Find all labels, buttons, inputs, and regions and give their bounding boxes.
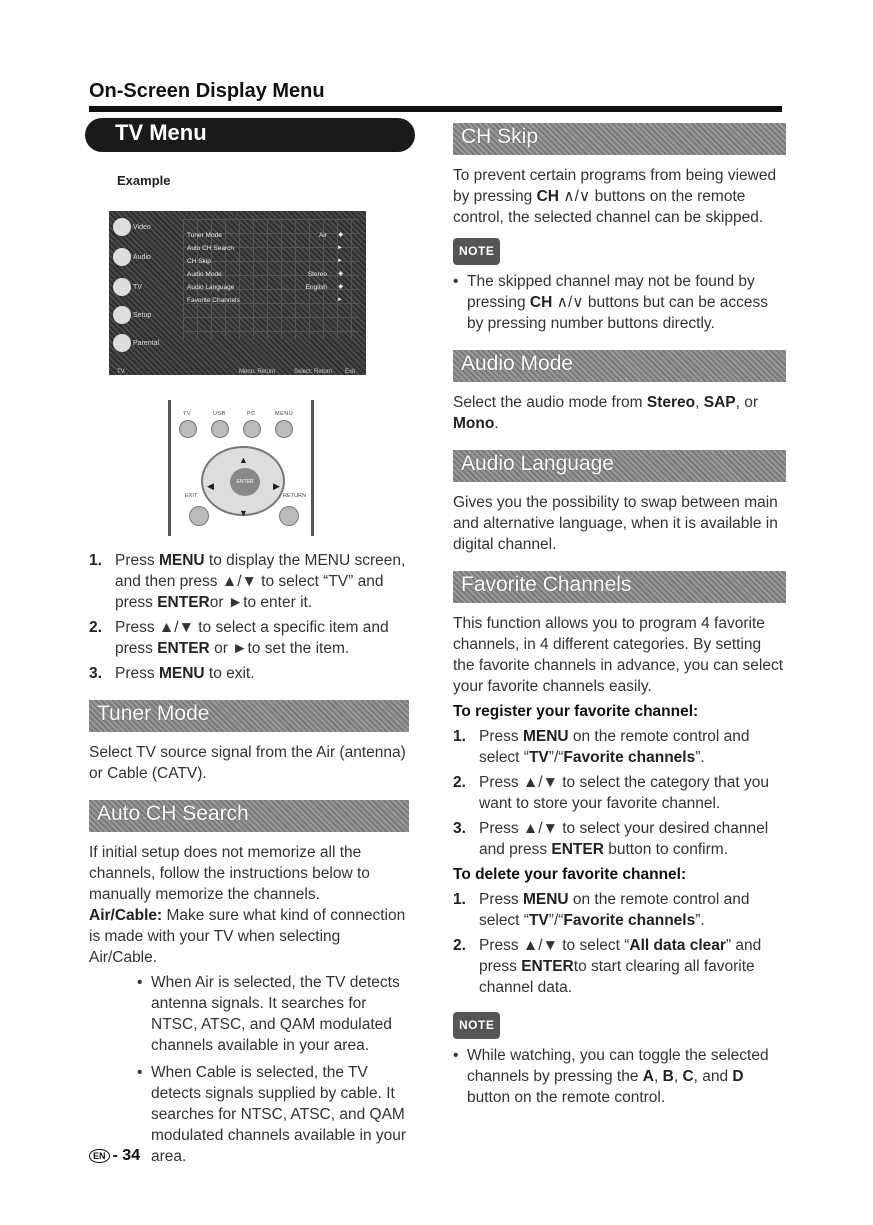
side-item-label: Audio	[133, 254, 151, 261]
bottom-hint: Select: Return	[294, 369, 333, 375]
text-run: or ►to enter it.	[209, 594, 313, 611]
section-heading-audio-language	[453, 450, 786, 482]
register-steps	[453, 726, 786, 860]
right-column	[453, 118, 786, 1108]
up-arrow-icon: ▲	[239, 455, 248, 465]
remote-top-buttons	[179, 402, 307, 442]
row-label: Audio Mode	[187, 271, 222, 278]
bold-text: B	[662, 1068, 674, 1085]
section-heading-text: Audio Language	[461, 452, 614, 475]
bold-text: ENTER	[157, 594, 210, 611]
bold-text: MENU	[522, 728, 569, 745]
row-label: Favorite Channels	[187, 297, 240, 304]
ch-skip-note	[453, 271, 786, 334]
step-item	[453, 772, 786, 814]
bold-text: Favorite channels	[563, 912, 696, 929]
bold-text: MENU	[158, 552, 205, 569]
side-item-video	[113, 217, 173, 245]
menu-button	[275, 420, 293, 438]
left-arrow-icon: ◀	[207, 481, 214, 491]
text-run: or ►to set the item.	[209, 640, 350, 657]
bullet-item: • When Cable is selected, the TV detects signals supplied by cable. It searches for NTSC, ATSC, and QAM modulated channels available in your area.	[137, 1062, 409, 1167]
side-item-label: Parental	[133, 340, 160, 347]
text-run: on the remote control and select “	[479, 891, 750, 929]
row-label: Audio Language	[187, 284, 235, 291]
step-item	[89, 617, 409, 659]
bold-text: TV	[528, 749, 549, 766]
step-number: 3.	[453, 820, 466, 837]
text-run: ” and press	[479, 937, 762, 975]
register-heading: To register your favorite channel:	[453, 703, 699, 720]
remote-label: USB	[213, 411, 226, 417]
tv-menu-row	[187, 290, 353, 311]
arrow-icon: ►	[337, 245, 343, 251]
tv-bottom-bar	[109, 355, 366, 375]
left-column	[89, 118, 409, 1173]
text-run: on the remote control and select “	[479, 728, 750, 766]
text-run: ,	[695, 394, 704, 411]
note-badge: NOTE	[453, 1012, 500, 1039]
step-item	[453, 726, 786, 768]
step-item	[453, 818, 786, 860]
step-item	[89, 663, 409, 684]
step-number: 1.	[453, 728, 466, 745]
section-heading-favorite-channels	[453, 571, 786, 603]
text-run: Press ▲/▼ to select a specific item and press	[115, 619, 389, 657]
text-run: ”.	[695, 749, 705, 766]
step-item	[453, 935, 786, 998]
text-run: Press	[115, 665, 159, 682]
bold-text: A	[642, 1068, 654, 1085]
bottom-hint: Exit	[345, 369, 356, 375]
side-item-setup	[113, 305, 173, 333]
tv-screen-illustration	[109, 211, 366, 375]
text-run: The skipped channel may not be found by pressing	[467, 273, 755, 311]
favorite-text: This function allows you to program 4 favorite channels, in 4 different categories. By setting the favorite channels in advance, you can select your favorite channels easily.	[453, 615, 784, 695]
bold-text: ENTER	[521, 958, 574, 975]
row-label: Tuner Mode	[187, 232, 222, 239]
text-run: To prevent certain programs from being viewed by pressing	[453, 167, 777, 205]
bold-text: Stereo	[646, 394, 696, 411]
text-run: ∧/∨ buttons but can be access by pressing number buttons directly.	[467, 294, 768, 332]
audio-language-text: Gives you the possibility to swap between main and alternative language, when it is available in digital channel.	[453, 494, 778, 553]
section-heading-text: Auto CH Search	[97, 802, 249, 825]
tv-icon	[113, 278, 131, 296]
row-label: Auto CH Search	[187, 245, 234, 252]
remote-illustration	[168, 400, 314, 536]
audio-mode-text	[453, 392, 786, 434]
text-run: ,	[673, 1068, 683, 1085]
text-run: Press	[115, 552, 159, 569]
remote-label: TV	[183, 411, 192, 417]
side-item-tv	[113, 277, 173, 305]
bold-text: D	[732, 1068, 744, 1085]
text-run: ∧/∨ buttons on the remote control, the selected channel can be skipped.	[453, 188, 764, 226]
bold-text: ENTER	[551, 841, 604, 858]
setup-icon	[113, 306, 131, 324]
step-number: 1.	[453, 891, 466, 908]
arrow-icon: ►	[337, 297, 343, 303]
page-title: On-Screen Display Menu	[89, 80, 325, 102]
remote-label: MENU	[275, 411, 294, 417]
arrow-icon: ◆	[338, 271, 343, 277]
section-heading-text: Favorite Channels	[461, 573, 632, 596]
text-run: button on the remote control.	[467, 1089, 666, 1106]
text-run: Select the audio mode from	[453, 394, 647, 411]
row-value: Stereo	[307, 271, 327, 278]
ch-skip-text	[453, 165, 786, 228]
note-badge: NOTE	[453, 238, 500, 265]
enter-button: ENTER	[230, 468, 260, 496]
favorite-note	[453, 1045, 786, 1108]
text-run: Press ▲/▼ to select the category that you want to store your favorite channel.	[479, 774, 770, 812]
side-item-audio	[113, 247, 173, 275]
text-run: .	[494, 415, 499, 432]
section-heading-audio-mode	[453, 350, 786, 382]
text-run: ”/“	[548, 749, 564, 766]
text-run: ”/“	[548, 912, 564, 929]
air-cable-label: Air/Cable:	[89, 907, 163, 924]
page-footer	[89, 1147, 140, 1165]
bold-text: C	[682, 1068, 694, 1085]
down-arrow-icon: ▼	[239, 508, 248, 518]
tuner-mode-text: Select TV source signal from the Air (antenna) or Cable (CATV).	[89, 744, 406, 782]
delete-steps	[453, 889, 786, 998]
return-button	[279, 506, 299, 526]
step-number: 3.	[89, 665, 102, 682]
video-icon	[113, 218, 131, 236]
text-run: ,	[653, 1068, 663, 1085]
section-heading-ch-skip	[453, 123, 786, 155]
tv-side-menu	[109, 211, 179, 375]
bottom-hint: Menu: Return	[239, 369, 276, 375]
text-run: to display the MENU screen, and then press ▲/▼ to select “TV” and press	[115, 552, 406, 611]
bold-text: Mono	[453, 415, 495, 432]
bold-text: TV	[528, 912, 549, 929]
step-number: 2.	[453, 937, 466, 954]
bold-text: MENU	[522, 891, 569, 908]
example-label: Example	[117, 173, 171, 188]
tv-menu-heading	[85, 118, 415, 152]
text-run: , and	[693, 1068, 733, 1085]
bold-text: All data clear	[629, 937, 726, 954]
text-run: to exit.	[204, 665, 255, 682]
bullet-item: • When Air is selected, the TV detects antenna signals. It searches for NTSC, ATSC, and QAM modulated channels available in your area.	[137, 972, 409, 1056]
lock-icon	[113, 334, 131, 352]
step-item	[89, 550, 409, 613]
bold-text: MENU	[158, 665, 205, 682]
section-heading-text: Tuner Mode	[97, 702, 210, 725]
row-value: English	[305, 284, 327, 291]
bold-text: Favorite channels	[563, 749, 696, 766]
text-run: Press	[479, 728, 523, 745]
side-item-label: TV	[133, 284, 142, 291]
pc-button	[243, 420, 261, 438]
step-number: 2.	[89, 619, 102, 636]
tv-menu-panel	[183, 219, 359, 339]
section-heading-tuner-mode	[89, 700, 409, 732]
air-cable-paragraph	[89, 905, 409, 968]
language-badge: EN	[89, 1149, 110, 1163]
section-heading-text: Audio Mode	[461, 352, 574, 375]
usb-button	[211, 420, 229, 438]
side-item-label: Setup	[133, 312, 152, 319]
air-cable-bullets	[137, 972, 409, 1167]
audio-icon	[113, 248, 131, 266]
text-run: ”.	[695, 912, 705, 929]
text-run: Press ▲/▼ to select your desired channel and press	[479, 820, 769, 858]
step-item	[453, 889, 786, 931]
auto-ch-text: If initial setup does not memorize all the channels, follow the instructions below to manually memorize the channels.	[89, 844, 370, 903]
tv-button	[179, 420, 197, 438]
title-rule	[89, 106, 782, 112]
text-run: button to confirm.	[603, 841, 728, 858]
bold-text: SAP	[703, 394, 736, 411]
exit-button	[189, 506, 209, 526]
air-cable-text: Make sure what kind of connection is made with your TV when selecting Air/Cable.	[89, 907, 406, 966]
side-item-label: Video	[133, 224, 151, 231]
remote-label: PC	[247, 411, 256, 417]
arrow-icon: ►	[337, 258, 343, 264]
bold-text: CH	[536, 188, 559, 205]
text-run: Press	[479, 891, 523, 908]
arrow-icon: ◆	[338, 284, 343, 290]
text-run: Press ▲/▼ to select “	[479, 937, 630, 954]
section-heading-auto-ch-search	[89, 800, 409, 832]
bottom-label: TV	[117, 369, 125, 375]
section-heading-text: CH Skip	[461, 125, 539, 148]
text-run: to start clearing all favorite channel data.	[479, 958, 755, 996]
bold-text: ENTER	[157, 640, 210, 657]
row-value: Air	[319, 232, 327, 239]
row-label: CH Skip	[187, 258, 211, 265]
menu-steps	[89, 550, 409, 684]
tv-menu-heading-text: TV Menu	[115, 120, 207, 145]
right-arrow-icon: ▶	[273, 481, 280, 491]
arrow-icon: ◆	[338, 232, 343, 238]
return-label: RETURN	[283, 493, 306, 499]
step-number: 1.	[89, 552, 102, 569]
dpad	[201, 446, 285, 516]
text-run: While watching, you can toggle the selected channels by pressing the	[467, 1047, 769, 1085]
delete-heading: To delete your favorite channel:	[453, 866, 687, 883]
bold-text: CH	[529, 294, 553, 311]
page-number: - 34	[112, 1147, 141, 1164]
step-number: 2.	[453, 774, 466, 791]
text-run: , or	[735, 394, 759, 411]
exit-label: EXIT	[185, 493, 198, 499]
